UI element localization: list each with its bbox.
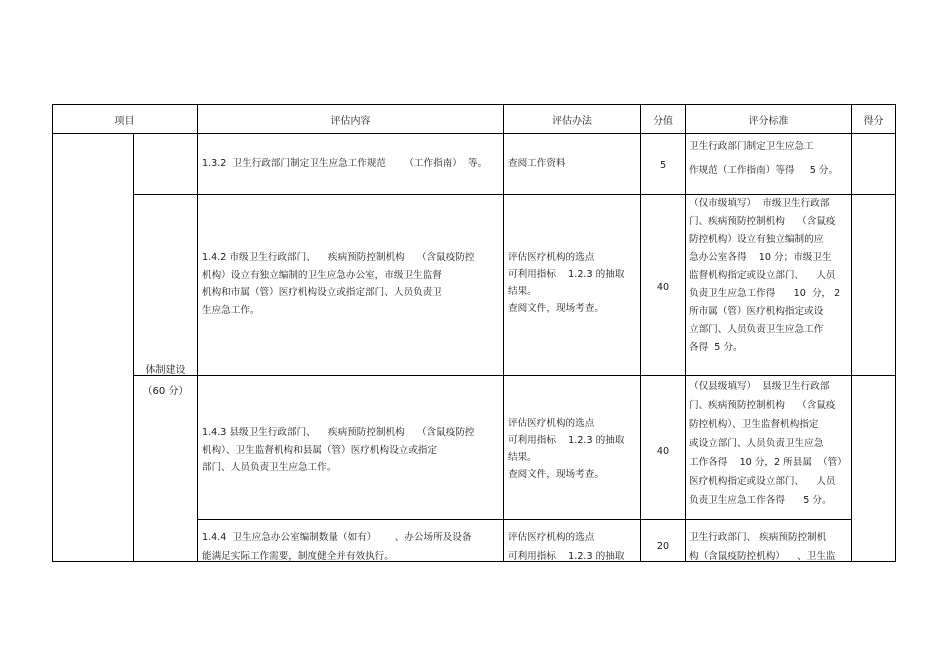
score-divider [685, 104, 686, 562]
header-content: 评估内容 [330, 116, 371, 127]
row1-method: 查阅工作资料 [508, 158, 566, 169]
row3-score: 40 [656, 446, 670, 457]
content-divider [503, 104, 504, 562]
row1-score: 5 [659, 160, 667, 171]
header-criteria: 评分标准 [748, 116, 789, 127]
project-divider [197, 104, 198, 562]
row2-criteria: （仅市级填写） 市级卫生行政部 门、疾病预防控制机构 （含鼠疫 防控机构）设立有独立编制的应 急办公室各得 10 分；市级卫生 监督机构指定或设立部门、 人员 负责卫生应急工作得 10 分， 2 所市属（管）医疗机构指定或设 立部门、人员负责卫生应急工作 各得 5 分。 [689, 198, 841, 353]
row1-content: 1.3.2 卫生行政部门制定卫生应急工作规范 （工作指南） 等。 [202, 158, 488, 169]
category-points: （60 分） [142, 386, 189, 397]
header-bottom-border [52, 133, 896, 134]
row4-method: 评估医疗机构的选点 可利用指标 1.2.3 的抽取 [508, 532, 625, 562]
table-right-border [895, 104, 896, 562]
criteria-divider [851, 104, 852, 562]
row4-criteria: 卫生行政部门、 疾病预防控制机 构（含鼠疫防控机构） 、卫生监 [689, 532, 836, 562]
category-name: 体制建设 [145, 365, 186, 376]
row3-bottom-border [197, 519, 851, 520]
row3-method: 评估医疗机构的选点 可利用指标 1.2.3 的抽取 结果。 查阅文件，现场考查。 [508, 418, 625, 480]
header-project: 项目 [114, 116, 135, 127]
table-top-border [52, 104, 896, 105]
header-got: 得分 [863, 116, 884, 127]
row2-content: 1.4.2 市级卫生行政部门、 疾病预防控制机构 （含鼠疫防控 机构）设立有独立编制的卫生应急办公室，市级卫生监督 机构和市属（管）医疗机构设立或指定部门、人员负责卫 生应急工作。 [202, 252, 475, 316]
row2-bottom-border [133, 375, 896, 376]
row2-method: 评估医疗机构的选点 可利用指标 1.2.3 的抽取 结果。 查阅文件，现场考查。 [508, 252, 625, 314]
header-method: 评估办法 [552, 116, 592, 127]
row3-criteria: （仅县级填写） 县级卫生行政部 门、疾病预防控制机构 （含鼠疫 防控机构）、卫生监督机构指定 或设立部门、人员负责卫生应急 工作各得 10 分，2 所县属 （管） 医疗机构指定或设立部门、 人员 负责卫生应急工作各得 5 分。 [689, 381, 847, 506]
row1-criteria: 卫生行政部门制定卫生应急工 作规范（工作指南）等得 5 分。 [689, 141, 839, 176]
row4-score: 20 [656, 541, 670, 552]
header-score: 分值 [653, 116, 673, 127]
row3-content: 1.4.3 县级卫生行政部门、 疾病预防控制机构 （含鼠疫防控 机构）、卫生监督机构和县属（管）医疗机构设立或指定 部门、人员负责卫生应急工作。 [202, 427, 475, 473]
row4-content: 1.4.4 卫生应急办公室编制数量（如有） 、办公场所及设备 能满足实际工作需要，制度健全并有效执行。 [202, 532, 472, 562]
category-divider [133, 133, 134, 562]
table-left-border [52, 104, 53, 562]
evaluation-table [52, 104, 896, 562]
row2-score: 40 [656, 282, 670, 293]
